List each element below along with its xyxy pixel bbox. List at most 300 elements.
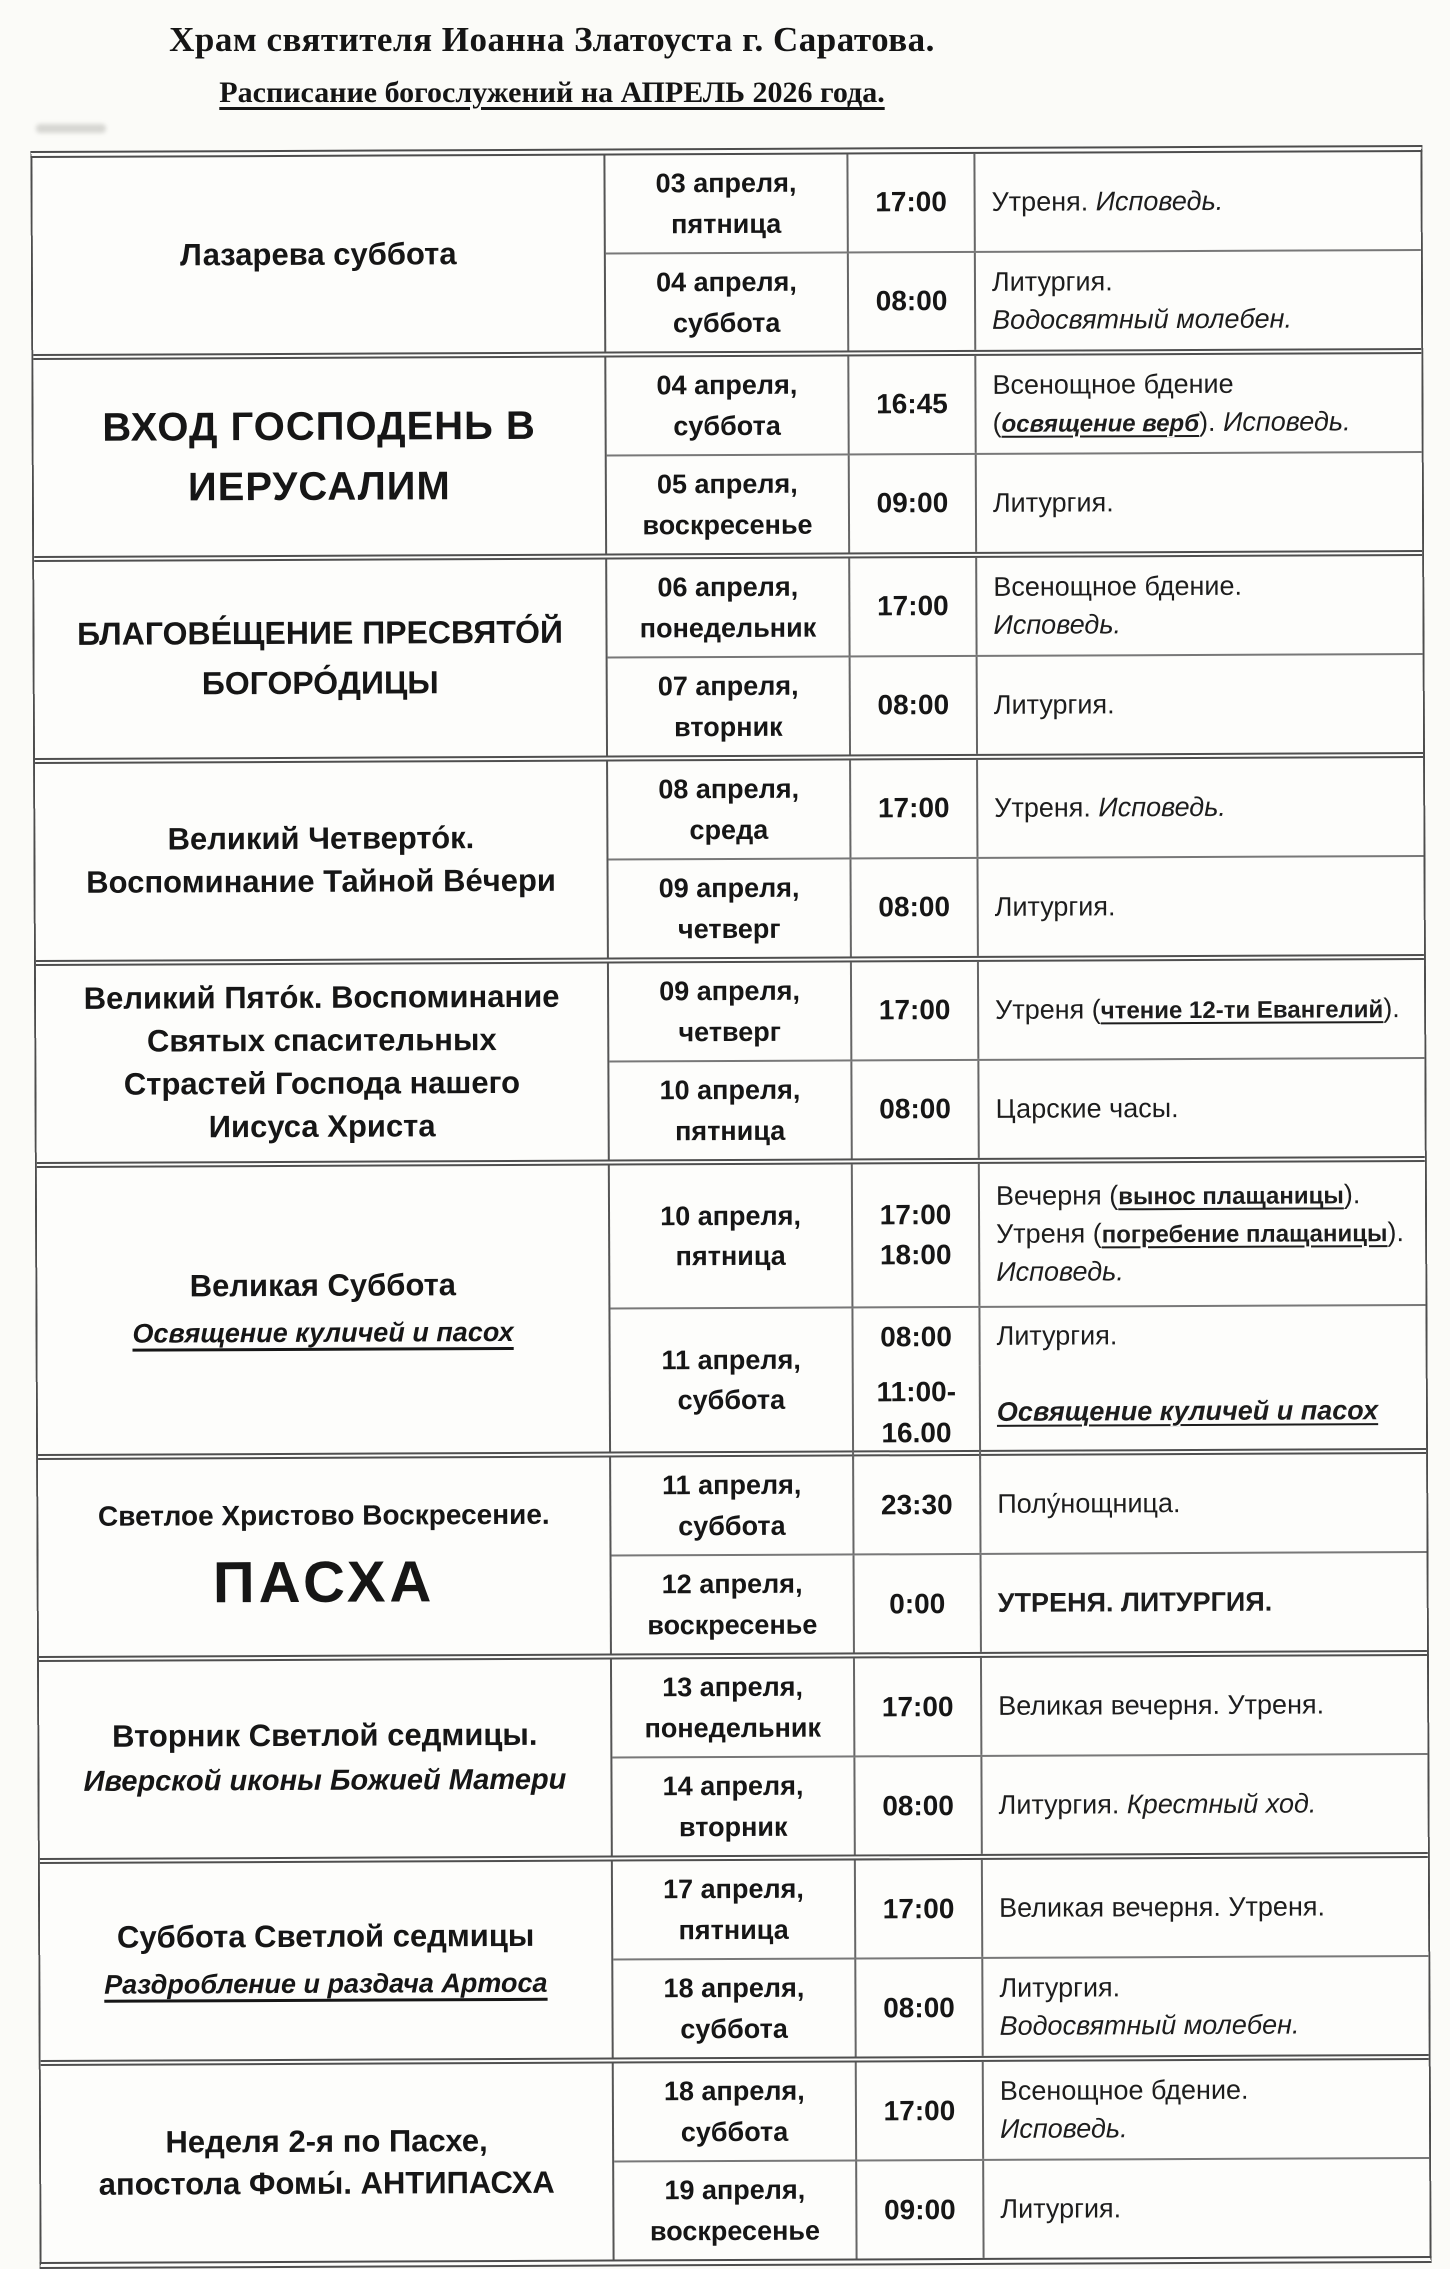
service-text <box>996 1316 1417 1356</box>
service-text <box>994 788 1415 828</box>
time-text: 17:00 <box>876 590 949 622</box>
time-service-pairs <box>846 152 1420 252</box>
time-text: 17:00 <box>881 1690 954 1722</box>
time-text: 17:00 <box>879 1198 952 1230</box>
schedule-entry <box>608 758 1423 859</box>
service-cell <box>981 1364 1426 1459</box>
date-text: 04 апреля, <box>656 369 798 401</box>
time-service-pair <box>851 1306 1425 1366</box>
date-text: четверг <box>678 1016 782 1047</box>
service-text-segment: Утреня. <box>991 185 1096 217</box>
schedule-entry <box>612 1656 1427 1757</box>
time-text: 0:00 <box>889 1587 946 1619</box>
schedule-entry <box>607 451 1422 554</box>
date-cell <box>612 1659 853 1757</box>
entries <box>609 960 1425 1160</box>
schedule-entry <box>609 960 1424 1061</box>
time-text: 08:00 <box>878 891 951 923</box>
feast-cell <box>35 762 609 960</box>
date-cell <box>612 1758 853 1856</box>
feast-name: Иисуса Христа <box>208 1108 436 1145</box>
time-service-pairs <box>847 354 1421 454</box>
service-text-segment: Утреня ( <box>996 1218 1102 1250</box>
date-cell <box>608 859 849 957</box>
date-cell <box>607 455 848 553</box>
date-cell <box>612 1556 853 1654</box>
service-text <box>996 1214 1417 1254</box>
time-text: 17:00 <box>878 994 951 1026</box>
schedule-entry <box>608 855 1423 958</box>
schedule-entry <box>607 556 1422 657</box>
time-service-pairs <box>851 1306 1426 1451</box>
feast-name: Вторник Светлой седмицы. <box>112 1717 538 1754</box>
date-cell <box>614 2063 855 2161</box>
service-text <box>1000 2109 1421 2149</box>
service-text <box>993 483 1414 523</box>
date-text: 08 апреля, <box>658 773 800 805</box>
schedule-entry <box>613 1955 1428 2058</box>
service-text-segment: Всенощное бдение. <box>999 2074 1249 2106</box>
entries <box>607 556 1423 756</box>
time-cell <box>855 2062 984 2160</box>
entries <box>605 152 1421 352</box>
time-service-pair <box>852 1364 1426 1460</box>
feast-row <box>40 1852 1429 2060</box>
time-service-pairs <box>853 1656 1427 1756</box>
date-text: 17 апреля, <box>663 1874 804 1905</box>
date-cell <box>608 657 849 755</box>
time-service-pair <box>851 1162 1426 1307</box>
feast-name: ИЕРУСАЛИМ <box>187 464 451 510</box>
entries <box>608 758 1424 958</box>
time-service-pairs <box>855 2159 1429 2259</box>
time-service-pair <box>852 1454 1426 1554</box>
feast-row <box>32 152 1421 354</box>
time-service-pairs <box>850 960 1424 1060</box>
service-text <box>1000 2071 1421 2111</box>
time-service-pair <box>849 857 1423 957</box>
date-text: суббота <box>673 410 781 441</box>
feast-name: Великий Пято́к. Воспоминание <box>83 979 560 1017</box>
service-cell <box>977 453 1422 552</box>
time-service-pair <box>847 354 1421 454</box>
feast-name: Великая Суббота <box>189 1267 457 1304</box>
date-text: 07 апреля, <box>657 670 799 702</box>
service-cell <box>984 2159 1429 2258</box>
time-service-pairs <box>849 857 1423 957</box>
schedule-entry <box>606 354 1421 455</box>
service-text-segment: Вечерня ( <box>995 1180 1119 1212</box>
schedule-entry <box>612 1753 1427 1856</box>
date-text: среда <box>689 814 769 845</box>
feast-row <box>33 348 1422 556</box>
feast-cell <box>32 156 606 354</box>
page-subtitle-text: Расписание богослужений на АПРЕЛЬ 2026 года. <box>219 76 885 109</box>
time-service-pair <box>847 251 1421 351</box>
date-text: понедельник <box>644 1712 822 1744</box>
date-text: пятница <box>678 1914 789 1946</box>
feast-cell <box>33 358 607 556</box>
service-cell <box>980 1306 1425 1366</box>
time-service-pair <box>850 960 1424 1060</box>
date-text: вторник <box>674 711 783 742</box>
feast-row <box>35 752 1424 960</box>
time-cell <box>847 356 976 454</box>
time-service-pairs <box>852 1454 1426 1554</box>
service-text-segment: Крестный ход. <box>1126 1788 1317 1820</box>
time-cell <box>854 1959 983 2057</box>
date-text: 18 апреля, <box>663 2076 805 2107</box>
service-text <box>997 1484 1418 1524</box>
time-text: 17:00 <box>882 1892 955 1924</box>
service-cell <box>979 1059 1424 1158</box>
service-text <box>999 2006 1420 2046</box>
time-text: 09:00 <box>876 487 949 519</box>
service-text-segment: Утреня ( <box>995 993 1101 1025</box>
service-text-segment: Литургия. <box>999 1972 1121 2003</box>
service-text-segment: Литургия. <box>994 890 1116 922</box>
time-service-pair <box>853 1656 1427 1756</box>
service-text-segment: Утреня. <box>994 791 1099 823</box>
date-cell <box>613 1861 854 1959</box>
time-cell <box>851 1308 980 1366</box>
feast-cell <box>36 964 610 1162</box>
service-text-segment: Водосвятный молебен. <box>992 303 1293 335</box>
time-service-pair <box>855 2060 1429 2160</box>
time-service-pairs <box>849 655 1423 755</box>
time-service-pair <box>849 655 1423 755</box>
date-text: 10 апреля, <box>660 1200 801 1231</box>
feast-row <box>38 1448 1427 1656</box>
date-cell <box>610 1164 852 1307</box>
service-text <box>998 1583 1419 1623</box>
time-cell <box>849 859 978 957</box>
date-text: суббота <box>680 2116 789 2148</box>
service-cell <box>979 960 1424 1059</box>
feast-name: Иверской иконы Божией Матери <box>83 1763 567 1798</box>
service-cell <box>977 556 1422 655</box>
date-text: воскресенье <box>647 1609 818 1641</box>
time-service-pairs <box>851 1162 1426 1307</box>
entries <box>612 1656 1428 1856</box>
time-text: 08:00 <box>879 1093 951 1125</box>
time-cell <box>854 1860 983 1958</box>
feast-cell <box>40 1862 614 2060</box>
time-cell <box>853 1757 982 1855</box>
service-text <box>996 1176 1417 1216</box>
service-cell <box>981 1454 1426 1553</box>
service-text-segment: Исповедь. <box>1222 405 1351 437</box>
time-service-pair <box>846 152 1420 252</box>
service-text-segment: Всенощное бдение <box>992 368 1234 400</box>
feast-row <box>41 2054 1430 2262</box>
time-text: 09:00 <box>883 2193 956 2225</box>
schedule-entry <box>611 1454 1426 1555</box>
time-text: 17:00 <box>875 186 947 218</box>
entries <box>606 354 1422 554</box>
date-text: пятница <box>675 1240 786 1272</box>
date-cell <box>606 356 847 454</box>
time-service-pairs <box>849 758 1423 858</box>
date-text: суббота <box>680 2013 788 2045</box>
date-text: 11 апреля, <box>661 1344 801 1376</box>
date-text: 18 апреля, <box>663 1973 805 2004</box>
feast-row <box>36 954 1425 1162</box>
service-text <box>999 1968 1420 2008</box>
service-text-segment: вынос плащаницы <box>1118 1182 1344 1211</box>
schedule-entry <box>614 2157 1429 2260</box>
date-cell <box>614 2162 855 2260</box>
service-text-segment: Великая вечерня. Утреня. <box>998 1689 1325 1721</box>
time-cell <box>850 962 979 1060</box>
feast-name: Лазарева суббота <box>180 235 457 273</box>
service-text-segment: Царские часы. <box>995 1092 1179 1124</box>
feast-name: Неделя 2-я по Пасхе, <box>165 2122 488 2160</box>
time-service-pair <box>854 1858 1428 1958</box>
service-text <box>996 1252 1417 1292</box>
time-cell <box>851 1164 981 1307</box>
date-text: 05 апреля, <box>656 468 798 500</box>
time-text: 08:00 <box>880 1320 952 1353</box>
service-text-segment: УТРЕНЯ. ЛИТУРГИЯ. <box>997 1586 1273 1618</box>
feast-name: БЛАГОВЕ́ЩЕНИЕ ПРЕСВЯТО́Й <box>76 614 564 653</box>
time-service-pair <box>854 1957 1428 2057</box>
time-service-pairs <box>853 1553 1427 1653</box>
feast-name: Раздробление и раздача Артоса <box>104 1967 548 2000</box>
service-text <box>995 990 1416 1030</box>
service-text <box>993 605 1414 645</box>
time-cell <box>849 760 978 858</box>
time-cell <box>853 1555 982 1653</box>
service-text-segment: Литургия. <box>993 688 1115 720</box>
time-service-pair <box>848 556 1422 656</box>
feast-row <box>34 550 1423 758</box>
service-text <box>992 182 1413 222</box>
feast-name: апостола Фомы́. АНТИПАСХА <box>98 2165 555 2203</box>
schedule-entry <box>614 2060 1429 2161</box>
schedule-entry <box>610 1162 1426 1308</box>
feast-row <box>37 1156 1426 1454</box>
time-service-pairs <box>854 1957 1428 2057</box>
document-header <box>0 0 1104 110</box>
time-text: 08:00 <box>877 689 950 721</box>
service-text-segment: Литургия. <box>991 266 1113 297</box>
date-cell <box>606 253 847 351</box>
date-cell <box>611 1457 852 1555</box>
feast-row <box>39 1650 1428 1858</box>
time-service-pair <box>853 1553 1427 1653</box>
feast-name: ПАСХА <box>212 1549 436 1615</box>
time-service-pair <box>853 1755 1427 1855</box>
service-text <box>995 1089 1416 1129</box>
page-title: Храм святителя Иоанна Златоуста г. Саратова. <box>169 20 935 59</box>
date-cell <box>609 1061 850 1159</box>
date-text: 03 апреля, <box>655 167 797 199</box>
time-text: 08:00 <box>883 1991 955 2023</box>
service-text <box>1000 2189 1421 2229</box>
date-text: понедельник <box>639 612 817 643</box>
date-text: пятница <box>671 208 782 239</box>
feast-name: Страстей Господа нашего <box>123 1064 521 1102</box>
service-text-segment: Всенощное бдение. <box>993 570 1243 602</box>
feast-name: БОГОРО́ДИЦЫ <box>201 664 439 702</box>
service-text-segment: ). <box>1383 992 1400 1023</box>
entries <box>610 1162 1426 1452</box>
time-service-pairs <box>855 2060 1429 2160</box>
service-text-segment: Литургия. <box>992 486 1114 518</box>
date-cell <box>610 1309 852 1452</box>
service-text-segment: ( <box>992 407 1002 438</box>
date-text: воскресенье <box>642 509 813 540</box>
date-text: 11 апреля, <box>661 1470 802 1501</box>
service-cell <box>982 1755 1427 1854</box>
service-text-segment: освящение верб <box>1001 409 1200 438</box>
service-cell <box>982 1553 1427 1652</box>
service-text <box>992 403 1413 443</box>
time-service-pairs <box>847 251 1421 351</box>
service-text <box>992 262 1413 302</box>
service-text <box>994 685 1415 725</box>
time-cell <box>855 2161 984 2259</box>
date-text: пятница <box>675 1115 786 1146</box>
feast-name: Воспоминание Тайной Ве́чери <box>86 862 556 900</box>
date-cell <box>605 154 846 252</box>
feast-cell <box>41 2064 615 2262</box>
date-cell <box>609 962 850 1060</box>
time-cell <box>852 1366 981 1460</box>
schedule-entry <box>613 1858 1428 1959</box>
service-text-segment: Литургия. <box>998 1789 1127 1820</box>
schedule-entry <box>605 152 1420 253</box>
time-service-pairs <box>850 1059 1424 1159</box>
date-text: 14 апреля, <box>662 1771 804 1802</box>
time-service-pair <box>855 2159 1429 2259</box>
time-service-pairs <box>853 1755 1427 1855</box>
schedule-entry <box>612 1551 1427 1654</box>
service-text-segment: погребение плащаницы <box>1101 1220 1388 1249</box>
feast-name: Святых спасительных <box>146 1022 497 1059</box>
service-text-segment: Полу́нощница. <box>997 1488 1181 1519</box>
service-cell <box>978 758 1423 857</box>
service-text <box>993 567 1414 607</box>
service-text <box>997 1392 1418 1432</box>
date-text: 04 апреля, <box>656 266 797 298</box>
service-text <box>999 1888 1420 1928</box>
entries <box>614 2060 1430 2260</box>
time-service-pair <box>850 1059 1424 1159</box>
entries <box>611 1454 1427 1654</box>
service-text-segment: Исповедь. <box>999 2113 1128 2144</box>
time-text: 08:00 <box>875 285 948 317</box>
time-service-pairs <box>848 556 1422 656</box>
service-text-segment: ). <box>1198 406 1224 437</box>
schedule-table <box>30 145 1431 2269</box>
service-text <box>998 1686 1419 1726</box>
date-cell <box>608 760 849 858</box>
date-text: 06 апреля, <box>657 571 799 603</box>
date-cell <box>607 558 848 656</box>
time-text: 16:45 <box>876 388 948 420</box>
time-cell <box>848 558 977 656</box>
time-text: 18:00 <box>879 1239 952 1271</box>
service-cell <box>980 1162 1426 1306</box>
service-text-segment: Освящение куличей и пасох <box>996 1394 1379 1427</box>
date-text: четверг <box>677 913 781 944</box>
schedule-entry <box>608 653 1423 756</box>
service-text <box>992 300 1413 340</box>
service-text <box>995 887 1416 927</box>
time-service-pair <box>848 453 1422 553</box>
time-text: 23:30 <box>880 1488 953 1520</box>
date-text: 09 апреля, <box>659 975 801 1007</box>
time-service-pairs <box>854 1858 1428 1958</box>
date-text: 09 апреля, <box>658 872 800 904</box>
service-cell <box>976 251 1421 350</box>
date-text: 13 апреля, <box>662 1672 804 1703</box>
schedule-entry <box>609 1057 1424 1160</box>
time-service-pairs <box>848 453 1422 553</box>
service-cell <box>976 354 1421 453</box>
date-text: суббота <box>678 1510 786 1542</box>
service-cell <box>982 1656 1427 1755</box>
time-cell <box>848 455 977 553</box>
service-text <box>999 1785 1420 1825</box>
entries <box>613 1858 1429 2058</box>
time-text: 11:00- <box>876 1376 957 1408</box>
time-cell <box>852 1456 981 1554</box>
time-cell <box>849 657 978 755</box>
date-cell <box>613 1960 854 2058</box>
service-text-segment: Водосвятный молебен. <box>999 2009 1300 2041</box>
service-cell <box>983 1858 1428 1957</box>
date-text: 12 апреля, <box>661 1569 803 1600</box>
date-text: вторник <box>678 1811 788 1843</box>
service-cell <box>984 2060 1429 2159</box>
date-text: воскресенье <box>649 2215 821 2247</box>
service-text <box>992 365 1413 405</box>
service-text-segment: Исповедь. <box>1098 791 1226 822</box>
date-text: 10 апреля, <box>659 1074 801 1106</box>
service-text-segment: ). <box>1387 1217 1405 1248</box>
service-cell <box>978 857 1423 956</box>
time-text: 17:00 <box>877 792 950 824</box>
service-cell <box>978 655 1423 754</box>
time-service-pair <box>849 758 1423 858</box>
date-text: суббота <box>672 307 781 338</box>
time-cell <box>850 1061 979 1159</box>
time-text: 08:00 <box>882 1789 954 1821</box>
scan-artifact <box>36 124 106 133</box>
service-text-segment: Исповедь. <box>996 1256 1124 1287</box>
date-text: суббота <box>677 1385 786 1416</box>
page-subtitle <box>0 76 1104 110</box>
service-text-segment: Литургия. <box>996 1320 1118 1352</box>
feast-cell <box>38 1458 612 1656</box>
service-text-segment: ). <box>1343 1179 1361 1210</box>
service-text-segment: Исповедь. <box>993 608 1122 640</box>
time-text: 17:00 <box>883 2094 956 2126</box>
date-text: 19 апреля, <box>664 2175 806 2206</box>
time-text: 16.00 <box>881 1416 952 1448</box>
schedule-entry <box>606 249 1421 352</box>
service-cell <box>975 152 1420 251</box>
service-text-segment: Великая вечерня. Утреня. <box>998 1891 1326 1923</box>
feast-cell <box>39 1660 613 1858</box>
feast-name: Великий Четверто́к. <box>167 820 475 857</box>
service-text-segment: Исповедь. <box>1095 185 1224 216</box>
feast-cell <box>34 560 608 758</box>
service-text-segment: Литургия. <box>1000 2193 1122 2224</box>
